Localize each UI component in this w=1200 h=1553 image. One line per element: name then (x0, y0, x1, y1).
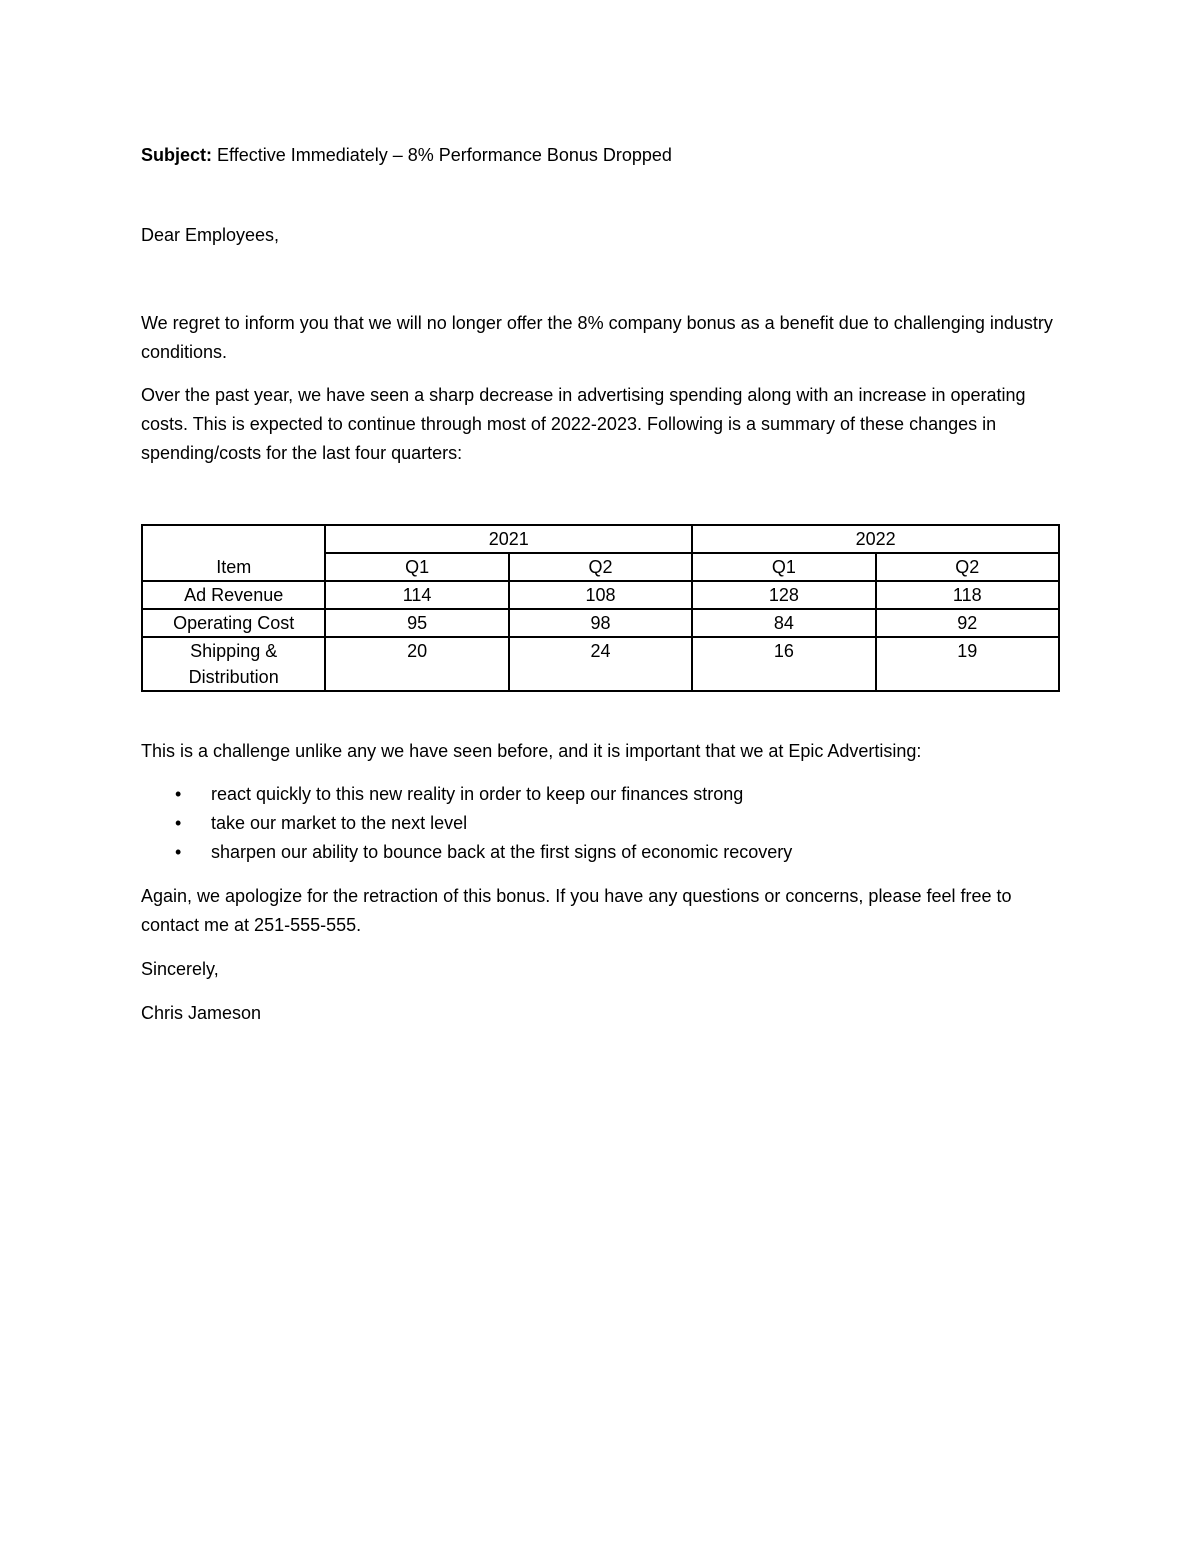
row-label: Shipping & Distribution (142, 637, 325, 691)
table-cell: 20 (325, 637, 508, 691)
quarter-header: Q2 (876, 553, 1059, 581)
subject-text: Effective Immediately – 8% Performance Bonus Dropped (212, 145, 672, 165)
table-cell: 98 (509, 609, 692, 637)
table-cell: 95 (325, 609, 508, 637)
table-cell: 84 (692, 609, 875, 637)
item-column-header: Item (142, 525, 325, 581)
table-cell: 92 (876, 609, 1059, 637)
table-row (142, 609, 1059, 637)
table-cell: 16 (692, 637, 875, 691)
bullet-text: react quickly to this new reality in order to keep our finances strong (211, 784, 744, 804)
signer-name: Chris Jameson (141, 1003, 262, 1023)
bullet-icon: • (175, 813, 182, 833)
list-item (141, 838, 1061, 867)
table-row (142, 581, 1059, 609)
letter-page (141, 140, 1061, 1028)
table-year-header-row (142, 525, 1059, 553)
table-cell: 24 (509, 637, 692, 691)
quarterly-summary-table (141, 524, 1060, 692)
paragraph-apology: Again, we apologize for the retraction of this bonus. If you have any questions or concerns, please feel free to contact me at 251-555-555. (141, 886, 1012, 935)
quarter-header: Q1 (692, 553, 875, 581)
paragraph-challenge: This is a challenge unlike any we have seen before, and it is important that we at Epic Advertising: (141, 741, 922, 761)
paragraph-summary: Over the past year, we have seen a sharp decrease in advertising spending along with an increase in operating costs. This is expected to continue through most of 2022-2023. Following is a summary of these changes in spending/costs for the last four quarters: (141, 385, 1026, 463)
bullet-icon: • (175, 784, 182, 804)
subject-label: Subject: (141, 145, 213, 165)
bullet-list (141, 780, 1061, 867)
table-cell: 19 (876, 637, 1059, 691)
table-cell: 128 (692, 581, 875, 609)
list-item (141, 809, 1061, 838)
table-cell: 108 (509, 581, 692, 609)
paragraph-bonus-notice: We regret to inform you that we will no longer offer the 8% company bonus as a benefit due to challenging industry conditions. (141, 313, 1053, 362)
closing: Sincerely, (141, 959, 219, 979)
year-header-2021: 2021 (325, 525, 692, 553)
quarter-header: Q1 (325, 553, 508, 581)
list-item (141, 780, 1061, 809)
row-label: Ad Revenue (142, 581, 325, 609)
greeting: Dear Employees, (141, 225, 280, 245)
table-cell: 118 (876, 581, 1059, 609)
quarter-header: Q2 (509, 553, 692, 581)
table-cell: 114 (325, 581, 508, 609)
subject-line (141, 140, 1061, 170)
row-label: Operating Cost (142, 609, 325, 637)
bullet-icon: • (175, 842, 182, 862)
bullet-text: sharpen our ability to bounce back at the first signs of economic recovery (211, 842, 793, 862)
bullet-text: take our market to the next level (211, 813, 468, 833)
year-header-2022: 2022 (692, 525, 1059, 553)
table-row (142, 637, 1059, 691)
